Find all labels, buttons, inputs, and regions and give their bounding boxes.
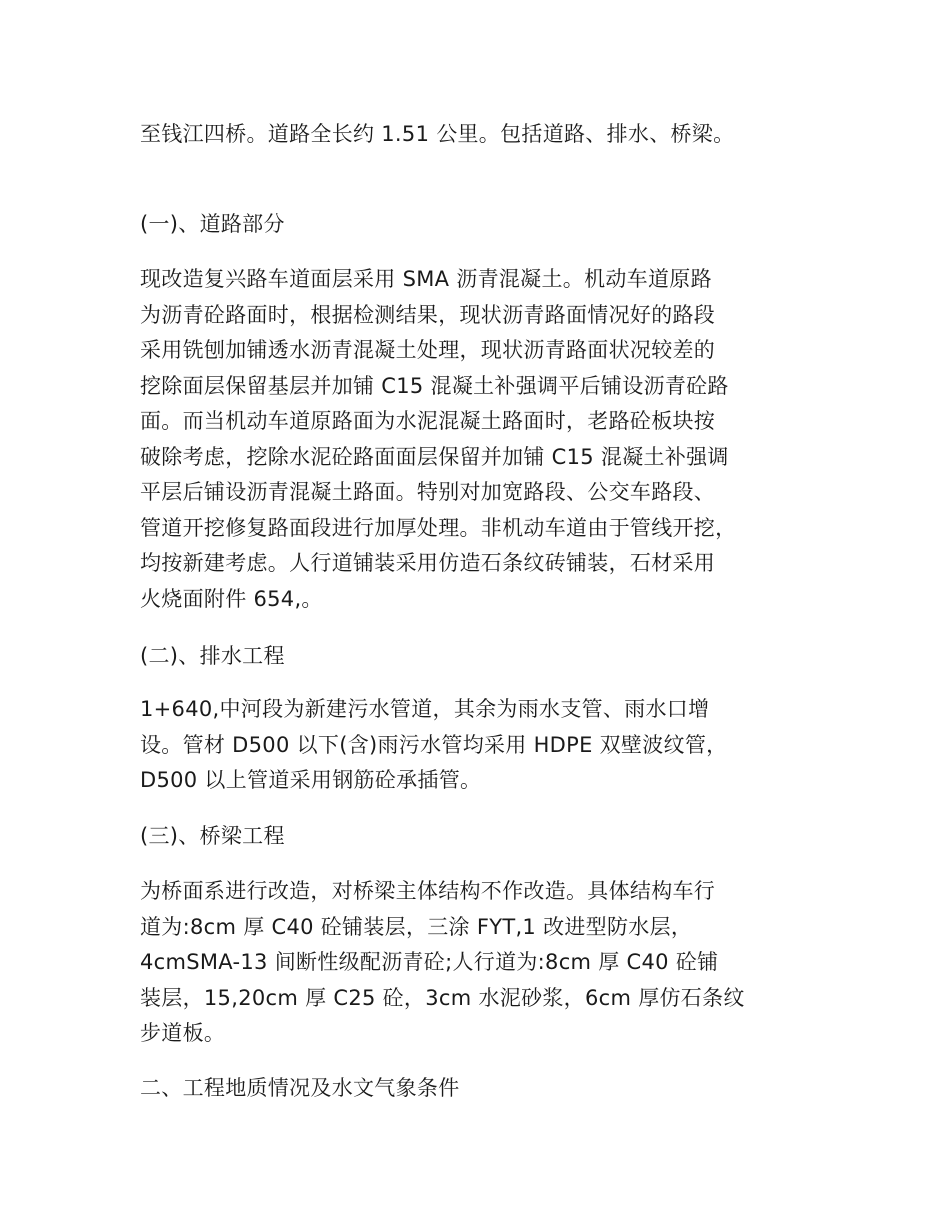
text-line: 为桥面系进行改造，对桥梁主体结构不作改造。具体结构车行 [140, 879, 716, 903]
section-heading-bridges: (三)、桥梁工程 [140, 824, 285, 848]
text-line: 破除考虑，挖除水泥砼路面面层保留并加铺 C15 混凝土补强调 [140, 444, 729, 469]
text-line: 面。而当机动车道原路面为水泥混凝土路面时，老路砼板块按 [140, 409, 716, 433]
intro-paragraph [140, 117, 830, 153]
text-line: 均按新建考虑。人行道铺装采用仿造石条纹砖铺装，石材采用 [140, 551, 716, 575]
text-line: 道为:8cm 厚 C40 砼铺装层，三涂 FYT,1 改进型防水层， [140, 914, 693, 939]
text-line: 平层后铺设沥青混凝土路面。特别对加宽路段、公交车路段、 [140, 480, 716, 504]
roads-paragraph [140, 262, 830, 617]
section-heading-geology: 二、工程地质情况及水文气象条件 [140, 1076, 460, 1100]
text-line: 火烧面附件 654,。 [140, 586, 323, 611]
text-line: 现改造复兴路车道面层采用 SMA 沥青混凝土。机动车道原路 [140, 267, 712, 291]
bridges-paragraph [140, 874, 830, 1052]
section-heading-drainage: (二)、排水工程 [140, 644, 285, 668]
text-line: 1+640,中河段为新建污水管道，其余为雨水支管、雨水口增 [140, 697, 710, 721]
text-line: 设。管材 D500 以下(含)雨污水管均采用 HDPE 双壁波纹管， [140, 732, 728, 757]
text-line: 为沥青砼路面时，根据检测结果，现状沥青路面情况好的路段 [140, 302, 716, 327]
text-line: 采用铣刨加铺透水沥青混凝土处理，现状沥青路面状况较差的 [140, 338, 716, 362]
text-line: 步道板。 [140, 1021, 226, 1045]
text-line: D500 以上管道采用钢筋砼承插管。 [140, 768, 482, 792]
text-line: 至钱江四桥。道路全长约 1.51 公里。包括道路、排水、桥梁。 [140, 122, 735, 146]
drainage-paragraph [140, 692, 830, 799]
text-line: 装层，15,20cm 厚 C25 砼，3cm 水泥砂浆，6cm 厚仿石条纹 [140, 985, 745, 1010]
text-line: 管道开挖修复路面段进行加厚处理。非机动车道由于管线开挖， [140, 515, 737, 540]
text-line: 挖除面层保留基层并加铺 C15 混凝土补强调平后铺设沥青砼路 [140, 373, 729, 398]
section-heading-roads: (一)、道路部分 [140, 212, 285, 236]
text-line: 4cmSMA-13 间断性级配沥青砼;人行道为:8cm 厚 C40 砼铺 [140, 950, 719, 974]
